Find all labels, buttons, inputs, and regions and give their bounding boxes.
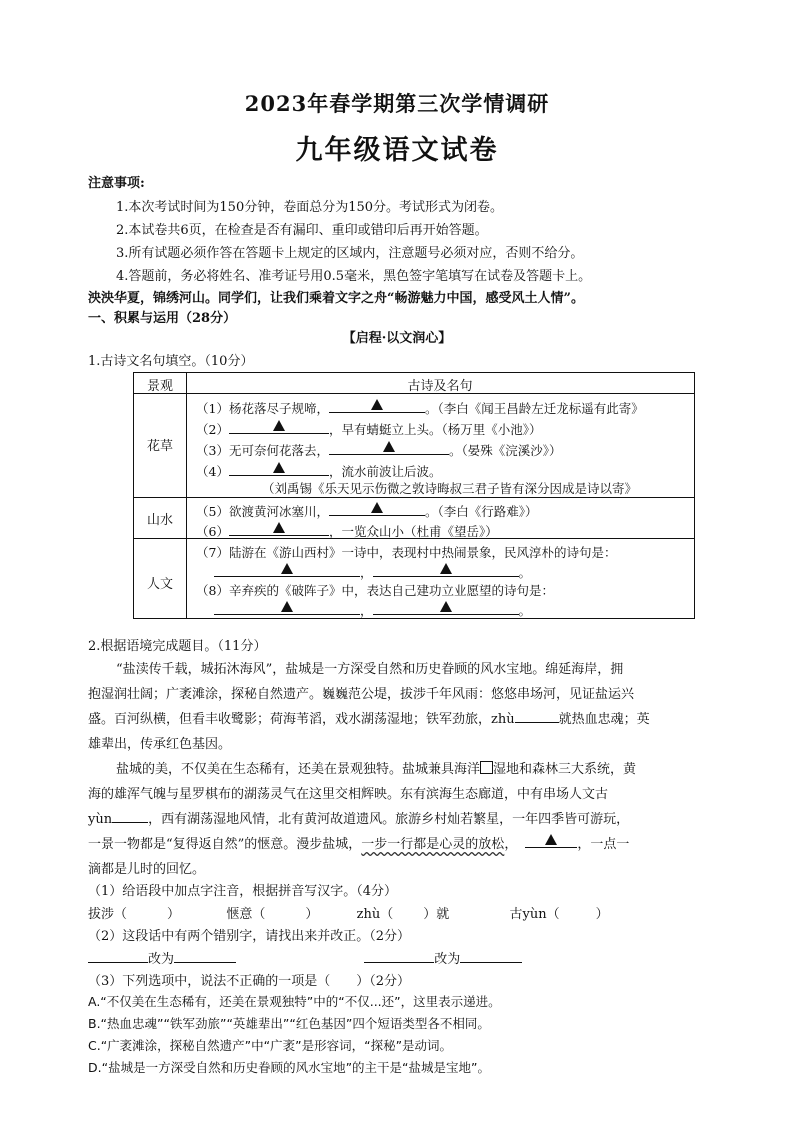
intro-text: 泱泱华夏，锦绣河山。同学们，让我们乘着文字之舟“畅游魅力中国，感受风土人情”。 [88,291,584,306]
section-heading: 一、积累与运用（28分） [88,311,237,326]
poem-row-1: （1）杨花落尽子规啼， 。（李白《闻王昌龄左迁龙标遥有此寄》 [196,398,644,417]
answer-blank[interactable] [88,948,148,963]
poem-row-5: （5）欲渡黄河冰塞川， 。（李白《行路难》） [196,501,537,520]
poem-row-3: （3）无可奈何花落去， 。（晏殊《浣溪沙》） [196,440,561,459]
triangle-icon [281,563,293,574]
option-b: B.“热血忠魂”“铁军劲旅”“英雄辈出”“红色基因”四个短语类型各不相同。 [88,1016,490,1031]
option-c: C.“广袤滩涂，探秘自然遗产”中“广袤”是形容词，“探秘”是动词。 [88,1038,453,1053]
notice-heading: 注意事项: [88,176,145,191]
option-d: D.“盐城是一方深受自然和历史眷顾的风水宝地”的主干是“盐城是宝地”。 [88,1060,491,1075]
sub-question-answers: 拔涉（ ） 惬意（ ） zhù（ ）就 古yùn（ ） [88,907,609,922]
triangle-icon [281,601,293,612]
blank-box-icon[interactable] [480,761,493,774]
section-banner: 【启程·以文润心】 [342,331,452,346]
passage-line: yùn ，西有湖荡湿地风情，北有黄河故道遗风。旅游乡村灿若繁星，一年四季皆可游玩， [88,808,629,827]
triangle-icon [371,502,383,513]
table-divider [186,373,187,618]
passage-line: 海的雄浑气魄与星罗棋布的湖荡灵气在这里交相辉映。东有滨海生态廊道，中有串场人文古 [88,787,609,802]
question-title: 2.根据语境完成题目。（11分） [88,639,267,654]
triangle-icon [273,522,285,533]
header-scene: 景观 [146,379,173,394]
passage-line: 雄辈出，传承红色基因。 [88,737,232,752]
sub-question: （3）下列选项中，说法不正确的一项是（ ）（2分） [88,974,411,989]
poem-row-7: （7）陆游在《游山西村》一诗中，表现村中热闹景象，民风淳朴的诗句是： [196,545,617,560]
answer-blank[interactable] [229,419,329,434]
exam-subtitle: 九年级语文试卷 [295,135,499,166]
poem-row-8-answers: ， 。 [214,600,531,619]
notice-item: 3.所有试题必须作答在答题卡上规定的区域内，注意题号必须对应，否则不给分。 [116,246,584,261]
triangle-icon [273,462,285,473]
notice-item: 4.答题前，务必将姓名、准考证号用0.5毫米，黑色签字笔填写在试卷及答题卡上。 [116,269,592,284]
header-poem: 古诗及名句 [407,379,473,394]
answer-blank[interactable] [329,398,425,413]
poem-row-7-answers: ， 。 [214,562,531,581]
poem-source: （刘禹锡《乐天见示伤微之敦诗晦叔三君子皆有深分因成是诗以寄》 [262,481,638,496]
answer-blank[interactable] [373,562,519,577]
answer-blank[interactable] [229,521,329,536]
poem-row-4: （4） ，流水前波让后波。 [196,461,441,480]
passage-line: 一景一物都是“复得返自然”的惬意。漫步盐城，一步一行都是心灵的放松， ，一点一 [88,833,629,852]
answer-blank[interactable] [214,600,360,615]
poem-row-6: （6） ，一览众山小（杜甫《望岳》） [196,521,498,540]
sub-question: （1）给语段中加点字注音，根据拼音写汉字。（4分） [88,884,398,899]
answer-blank[interactable] [364,948,434,963]
passage-line: “盐渎传千载，城拓沐海风”，盐城是一方深受自然和历史眷顾的风水宝地。绵延海岸，拥 [116,662,624,677]
triangle-icon [273,420,285,431]
triangle-icon [440,563,452,574]
answer-blank[interactable] [525,833,577,848]
group-label: 人文 [146,577,173,592]
passage-line: 盐城的美，不仅美在生态稀有，还美在景观独特。盐城兼具海洋 湿地和森林三大系统，黄 [116,762,637,777]
poem-row-2: （2） ，早有蜻蜓立上头。（杨万里《小池》） [196,419,541,438]
question-title: 1.古诗文名句填空。（10分） [88,354,254,369]
passage-line: 滴都是儿时的回忆。 [88,862,206,877]
answer-blank[interactable] [229,461,329,476]
answer-blank[interactable] [329,440,449,455]
answer-blank[interactable] [373,600,519,615]
exam-title: 2023年春学期第三次学情调研 [244,91,550,116]
wavy-underlined-sentence: 一步一行都是心灵的放松 [361,837,505,852]
group-label: 山水 [146,513,173,528]
notice-item: 2.本试卷共6页，在检查是否有漏印、重印或错印后再开始答题。 [116,223,488,238]
answer-blank[interactable] [112,808,148,823]
answer-blank[interactable] [460,948,522,963]
table-rule [134,497,694,498]
triangle-icon [371,399,383,410]
passage-line: 抱湿润壮阔；广袤滩涂，探秘自然遗产。巍巍范公堤，拔涉千年风雨：悠悠串场河，见证盐运兴 [88,687,635,702]
answer-blank[interactable] [329,501,425,516]
sub-question: （2）这段话中有两个错别字，请找出来并改正。（2分） [88,929,411,944]
answer-blank[interactable] [174,948,236,963]
group-label: 花草 [146,439,173,454]
poem-row-8: （8）辛弃疾的《破阵子》中，表达自己建功立业愿望的诗句是： [196,583,554,598]
poem-table [133,372,695,619]
answer-blank[interactable] [214,562,360,577]
answer-blank[interactable] [515,708,559,723]
triangle-icon [545,834,557,845]
triangle-icon [383,441,395,452]
notice-item: 1.本次考试时间为150分钟，卷面总分为150分。考试形式为闭卷。 [116,200,504,215]
option-a: A.“不仅美在生态稀有，还美在景观独特”中的“不仅...还”，这里表示递进。 [88,994,501,1009]
sub-question-answers: 改为 改为 [88,948,522,967]
triangle-icon [440,601,452,612]
passage-line: 盛。百河纵横，但看丰收鹭影；荷海苇滔，戏水湖荡湿地；铁军劲旅，zhù 就热血忠魂；英 [88,708,650,727]
